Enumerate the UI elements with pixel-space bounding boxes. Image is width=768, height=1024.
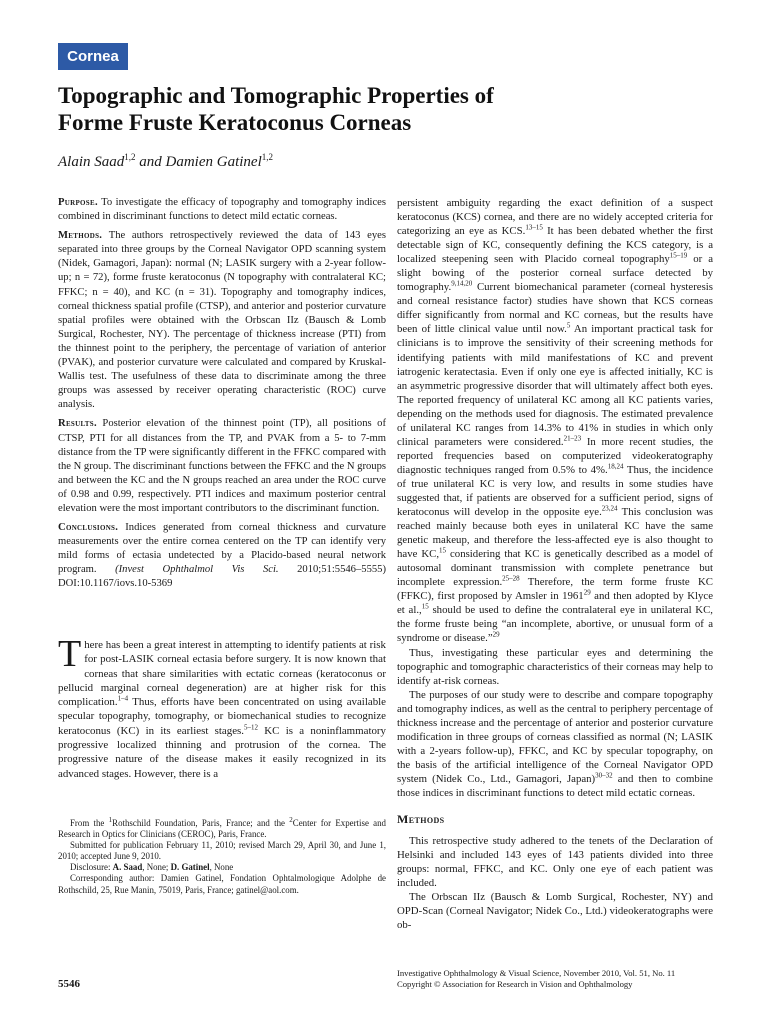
intro-text-1: here has been a great interest in attempting to identify patients at risk for post-LASIK corneal ectasia before surgery. It is now known that corneas that share similarities with ectatic corneas (keratoconus or pellucid marginal corneal degeneration) are at higher risk for this complication. — [58, 639, 386, 709]
ref-sup[interactable]: 5 — [566, 321, 571, 330]
article-title — [58, 82, 658, 136]
body-text: This conclusion was reached mainly because both eyes in unilateral KC have the same genetic makeup, and therefore the less-affected eye is also thought to have KC, — [397, 506, 713, 561]
footnote-corresponding-author: Corresponding author: Damien Gatinel, Fondation Ophtalmologique Adolphe de Rothschild, 25, Rue Manin, 75019, Paris, France; gatinel@aol.com. — [58, 873, 386, 895]
disclosure-author-2: D. Gatinel — [170, 862, 210, 873]
right-column — [397, 196, 713, 932]
ref-sup[interactable]: 29 — [492, 630, 500, 639]
footnote-text: From the — [70, 818, 109, 828]
journal-footer-line-2: Copyright © Association for Research in Vision and Ophthalmology — [397, 979, 633, 989]
body-text: considering that KC is genetically described as a model of autosomal dominant transmission with complete penetrance but incomplete expression. — [397, 548, 713, 589]
body-text: An important practical task for clinicians is to improve the sensitivity of their screening methods for identifying patients with mild manifestations of KC and prevent iatrogenic keratectasia. Even if only one eye is affected initially, KC is an asymmetric progressive disorder that will ultimately affect both eyes. The reported frequency of unilateral KC among all KC patients varies, depending on the methods used for diagnosis. The estimated prevalence of unilateral KC ranges from 14.3% to 41% in studies in which only clinical parameters were considered. — [397, 323, 713, 448]
right-paragraph-1 — [397, 196, 713, 646]
purpose-label: Purpose. — [58, 197, 98, 208]
abstract-methods — [58, 229, 386, 412]
footnote-sup-1: 1 — [108, 816, 113, 825]
conclusions-text: Indices generated from corneal thickness and curvature measurements over the entire cornea centered on the TP can identify very mild forms of ectasia undetected by a Placido-based neural network program. — [58, 522, 386, 576]
ref-sup[interactable]: 18,24 — [607, 462, 624, 471]
author-list — [58, 152, 458, 172]
disclosure-author-1: A. Saad — [112, 862, 143, 873]
title-line-2: Forme Fruste Keratoconus Corneas — [58, 110, 412, 135]
methods-label: Methods. — [58, 230, 103, 242]
page-number: 5546 — [58, 978, 80, 990]
footnote-submission: Submitted for publication February 11, 2010; revised March 29, April 30, and June 1, 2010; accepted June 9, 2010. — [58, 840, 386, 862]
intro-ref-1[interactable]: 1–4 — [117, 694, 129, 703]
ref-sup[interactable]: 23,24 — [601, 504, 618, 513]
conclusions-label: Conclusions. — [58, 522, 119, 534]
author-1: Alain Saad — [58, 154, 125, 170]
disclosure-text: , None — [209, 862, 234, 873]
intro-text-2: Thus, efforts have been concentrated on using available specular topography, tomography, or biomechanical studies to recognize keratoconus (KC) in its earliest stages. — [58, 696, 386, 737]
journal-footer-line-1: Investigative Ophthalmology & Visual Science, November 2010, Vol. 51, No. 11 — [397, 968, 676, 978]
abstract-conclusions — [58, 521, 386, 591]
intro-text-3: KC is a noninflammatory progressive localized thinning and protrusion of the cornea. The progressive nature of the disease makes it easily recognized in its advanced stages. However, there is a — [58, 724, 387, 780]
intro-paragraph — [58, 633, 387, 781]
body-text: and then adopted by Klyce et al., — [397, 590, 714, 617]
introduction — [58, 633, 387, 781]
methods-paragraph-2: The Orbscan IIz (Bausch & Lomb Surgical, Rochester, NY) and OPD-Scan (Corneal Navigator; Nidek Co., Ltd.) videokeratographs were ob- — [397, 891, 713, 932]
citation-journal: (Invest Ophthalmol Vis Sci. — [115, 564, 279, 576]
right-paragraph-2: Thus, investigating these particular eyes and determining the topographic and tomographic characteristics of their corneas may help to identify at-risk corneas. — [397, 646, 713, 687]
disclosure-text: , None; — [142, 862, 171, 873]
author-2-affiliation: 1,2 — [261, 152, 273, 162]
methods-heading: Methods — [397, 812, 445, 827]
results-label: Results. — [58, 418, 97, 430]
footnote-text: Center for Expertise and Research in Optics for Clinicians (CEROC), Paris, France. — [58, 818, 386, 840]
footnote-disclosure — [58, 862, 386, 873]
author-1-affiliation: 1,2 — [124, 152, 136, 162]
drop-cap: T — [58, 633, 82, 675]
disclosure-label: Disclosure: — [70, 862, 113, 873]
results-text: Posterior elevation of the thinnest point (TP), all positions of CTSP, PTI for all distances from the TP, and PVAK from a 5- to 7-mm distance from the TP were significantly different in the FFKC compared with the N group. The discriminant functions between the FFKC and the N groups and between the KC and the N groups reached an area under the ROC curve of 0.98 and 0.99, respectively. PTI indices and maximum posterior central elevation were the most important contributors to the discriminant function. — [58, 418, 386, 514]
ref-sup[interactable]: 30–32 — [595, 771, 613, 780]
journal-footer — [397, 968, 717, 990]
ref-sup[interactable]: 25–28 — [502, 574, 520, 583]
body-text: or a slight bowing of the posterior corneal surface detected by tomography. — [397, 253, 714, 294]
footnotes — [58, 818, 386, 896]
right-paragraph-3 — [397, 688, 713, 800]
ref-sup[interactable]: 15 — [439, 546, 447, 555]
footnote-text: Rothschild Foundation, Paris, France; and the — [112, 818, 290, 828]
abstract-results — [58, 417, 386, 516]
body-text: should be used to define the contralateral eye in unilateral KC, the forme fruste being “an incomplete, abortive, or unusual form of a syndrome or disease.” — [397, 604, 714, 645]
footnote-sup-2: 2 — [289, 816, 293, 825]
body-text: The purposes of our study were to describe and compare topography and tomography indices, as well as the central to periphery percentage of thickness increase and the percentage of anterior and posterior curvature modification in three groups of corneas classified as normal (N; LASIK with a 2-years follow-up), FFKC, and KC by specular topography, on the basis of the artificial intelligence of the Corneal Navigator OPD system (Nidek Co., Ltd., Gamagori, Japan) — [397, 688, 713, 785]
ref-sup[interactable]: 13–15 — [525, 223, 543, 232]
body-text: Thus, the incidence of true unilateral KC is very low, and results in some studies have suggested that, if patients are observed for a sufficient period, signs of keratoconus will develop in the opposite eye. — [397, 463, 714, 519]
title-line-1: Topographic and Tomographic Properties of — [58, 83, 494, 108]
intro-ref-2[interactable]: 5–12 — [244, 723, 258, 732]
body-text: It has been debated whether the first detectable sign of KC, consequently defining the KCS category, is a localized steepening seen with Placido corneal topography — [397, 225, 713, 266]
ref-sup[interactable]: 15–19 — [669, 251, 688, 260]
abstract — [58, 196, 386, 597]
purpose-text: To investigate the efficacy of topography and tomography indices combined in discriminant functions to detect mild ectatic corneas. — [58, 197, 386, 223]
footnote-affiliations — [58, 818, 386, 840]
body-text: persistent ambiguity regarding the exact definition of a suspect keratoconus (KCS) cornea, and there are no widely accepted criteria for categorizing an eye as KCS. — [397, 197, 713, 238]
ref-sup[interactable]: 9,14,20 — [451, 279, 473, 288]
ref-sup[interactable]: 29 — [583, 588, 591, 597]
ref-sup[interactable]: 15 — [421, 602, 429, 611]
section-tag: Cornea — [58, 43, 128, 70]
body-text: Current biomechanical parameter (corneal hysteresis and corneal resistance factor) studies have shown that KCS corneas differ significantly from normal and KC corneas, but the results have been of little clinical value until now. — [397, 281, 713, 336]
author-2: Damien Gatinel — [165, 154, 262, 170]
body-text: In more recent studies, the reported frequencies based on computerized videokeratography diagnostic techniques ranged from 0.5% to 4%. — [397, 435, 713, 476]
abstract-purpose — [58, 196, 386, 224]
body-text: Therefore, the term forme fruste KC (FFKC), first proposed by Amsler in 1961 — [397, 576, 713, 603]
author-joiner: and — [135, 154, 166, 170]
methods-paragraph-1: This retrospective study adhered to the tenets of the Declaration of Helsinki and included 143 eyes of 143 patients divided into three groups: normal, FFKC, and KC. Only one eye of each patient was included. — [397, 835, 713, 890]
citation-doi[interactable]: 2010;51:5546–5555) DOI:10.1167/iovs.10-5369 — [58, 564, 386, 590]
ref-sup[interactable]: 21–23 — [563, 434, 582, 443]
methods-text: The authors retrospectively reviewed the data of 143 eyes separated into three groups by the Corneal Navigator OPD scanning system (Nidek, Gamagori, Japan): normal (N; LASIK surgery with a 2-year follow-up; n = 72), forme fruste keratoconus (N topography with contralateral KC; FFKC; n = 40), and KC (n = 31). Topography and tomography indices, corneal thickness spatial profile (CTSP), and anterior and posterior curvature spatial profiles were obtained with the Orbscan IIz (Bausch & Lomb Surgical, Rochester, NY). The percentage of thickness increase (PTI) from the thinnest point to the periphery, the percentage of variation of anterior (PVAK), and posterior curvature were calculated and compared by Kruskal-Wallis test. The usefulness of these data to discriminate among the three groups was assessed by receiver operating characteristic (ROC) curve analysis. — [58, 230, 386, 411]
body-text: and then to combine those indices in discriminant functions to detect mild ectatic corneas. — [397, 772, 713, 799]
